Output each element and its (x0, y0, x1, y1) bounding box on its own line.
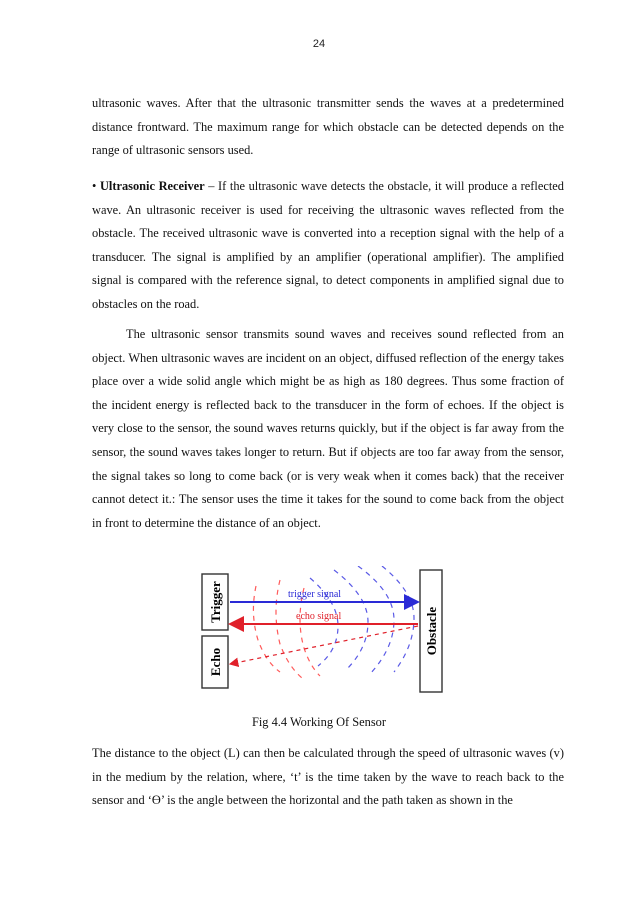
paragraph-ultrasonic-receiver (92, 175, 564, 317)
sensor-working-figure (200, 566, 446, 700)
echo-signal-label: echo signal (296, 611, 342, 622)
bullet: • (92, 179, 97, 193)
sensor-operation-text: The ultrasonic sensor transmits sound waves and receives sound reflected from an object. When ultrasonic waves are incident on an object, diffused reflection of the energy takes place over a wide solid angle which might be as high as 180 degrees. Thus some fraction of the incident energy is reflected back to the transducer in the form of echoes. If the object is very close to the sensor, the sound waves returns quickly, but if the object is far away from the sensor, the sound waves takes longer to return. But if objects are too far away from the sensor, the signal takes so long to come back (or is very weak when it comes back) that the receiver cannot detect it.: The sensor uses the time it takes for the sound to come back from the object in front to determine the distance of an object. (92, 327, 564, 530)
echo-label: Echo (208, 647, 223, 677)
page-number: 24 (312, 38, 326, 50)
figure-caption: Fig 4.4 Working Of Sensor (251, 715, 387, 729)
paragraph-distance-calculation: The distance to the object (L) can then be calculated through the speed of ultrasonic waves (v) in the medium by the relation, where, ‘t’ is the time taken by the wave to reach back to the sensor and ‘Ɵ’ is the angle between the horizontal and the path taken as shown in the (92, 746, 564, 808)
trigger-label: Trigger (208, 581, 223, 623)
term-ultrasonic-receiver: Ultrasonic Receiver (99, 179, 205, 193)
obstacle-label: Obstacle (424, 606, 439, 656)
diagonal-echo-path (230, 626, 418, 664)
trigger-signal-label: trigger signal (288, 589, 342, 600)
paragraph-sensor-operation (92, 323, 564, 535)
receiver-description: – If the ultrasonic wave detects the obstacle, it will produce a reflected wave. An ultrasonic receiver is used for receiving the ultrasonic waves reflected from the obstacle. The received ultrasonic wave is converted into a reception signal with the help of a transducer. The signal is amplified by an amplifier (operational amplifier). The amplified signal is compared with the reference signal, to detect components in amplified signal due to obstacles on the road. (92, 179, 564, 311)
paragraph-transmitter-continuation: ultrasonic waves. After that the ultrasonic transmitter sends the waves at a predetermined distance frontward. The maximum range for which obstacle can be detected depends on the range of ultrasonic sensors used. (92, 96, 564, 158)
